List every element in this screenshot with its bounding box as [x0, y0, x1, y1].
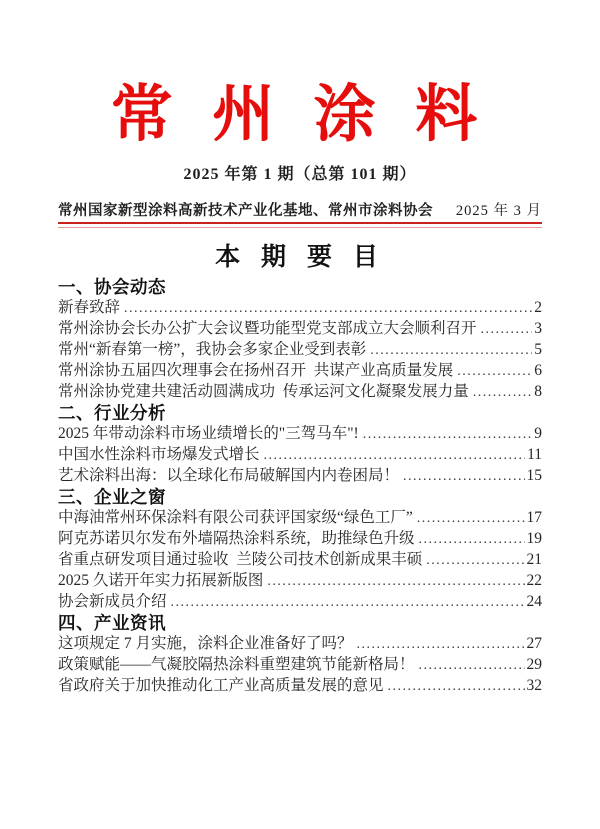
dot-leader — [473, 382, 532, 403]
toc-item-page: 2 — [534, 298, 542, 316]
toc-item-title: 常州涂协会长办公扩大会议暨功能型党支部成立大会顺利召开 — [58, 319, 477, 337]
toc-item-title: 2025 年带动涂料市场业绩增长的"三驾马车"! — [58, 424, 359, 442]
toc-item-page: 22 — [526, 571, 542, 589]
table-of-contents — [58, 277, 542, 697]
newsletter-page — [0, 82, 600, 697]
dot-leader — [403, 466, 524, 487]
dot-leader — [419, 529, 525, 550]
toc-item-page: 24 — [526, 592, 542, 610]
toc-item-title: 2025 久诺开年实力拓展新版图 — [58, 571, 264, 589]
toc-item — [58, 340, 542, 361]
dot-leader — [481, 319, 533, 340]
red-divider — [58, 222, 542, 228]
toc-item — [58, 424, 542, 445]
toc-item-page: 5 — [534, 340, 542, 358]
toc-item-page: 15 — [526, 466, 542, 484]
toc-item-page: 8 — [534, 382, 542, 400]
dot-leader — [426, 550, 524, 571]
toc-item-title: 常州涂协五届四次理事会在扬州召开 共谋产业高质量发展 — [58, 361, 454, 379]
publisher-name: 常州国家新型涂料高新技术产业化基地、常州市涂料协会 — [58, 202, 433, 219]
toc-item-page: 11 — [527, 445, 542, 463]
toc-item — [58, 529, 542, 550]
toc-item — [58, 508, 542, 529]
page-title: 常 州 涂 料 — [110, 81, 490, 149]
dot-leader — [264, 445, 526, 466]
toc-item-title: 常州“新春第一榜”，我协会多家企业受到表彰 — [58, 340, 367, 358]
dot-leader — [363, 424, 533, 445]
toc-item-page: 9 — [534, 424, 542, 442]
toc-item-title: 协会新成员介绍 — [58, 592, 167, 610]
toc-item-page: 6 — [534, 361, 542, 379]
toc-item-page: 32 — [526, 676, 542, 694]
toc-item-title: 这项规定 7 月实施，涂料企业准备好了吗？ — [58, 634, 353, 652]
toc-item-page: 21 — [526, 550, 542, 568]
toc-item — [58, 466, 542, 487]
toc-item — [58, 361, 542, 382]
toc-item — [58, 550, 542, 571]
dot-leader — [171, 592, 525, 613]
toc-item — [58, 382, 542, 403]
issue-date: 2025 年 3 月 — [455, 202, 542, 219]
toc-section-heading: 二、行业分析 — [58, 402, 166, 423]
dot-leader — [417, 508, 525, 529]
publisher-row — [58, 199, 542, 220]
dot-leader — [388, 676, 525, 697]
toc-item-title: 中海油常州环保涂料有限公司获评国家级“绿色工厂” — [58, 508, 413, 526]
toc-item — [58, 298, 542, 319]
toc-item-title: 政策赋能——气凝胶隔热涂料重塑建筑节能新格局！ — [58, 655, 415, 673]
issue-line: 2025 年第 1 期（总第 101 期） — [183, 165, 417, 183]
toc-item-page: 27 — [526, 634, 542, 652]
toc-item-title: 常州涂协党建共建活动圆满成功 传承运河文化凝聚发展力量 — [58, 382, 469, 400]
toc-item — [58, 571, 542, 592]
toc-item — [58, 634, 542, 655]
toc-section-heading: 四、产业资讯 — [58, 612, 166, 633]
dot-leader — [457, 361, 532, 382]
toc-item-page: 3 — [534, 319, 542, 337]
toc-item-title: 阿克苏诺贝尔发布外墙隔热涂料系统，助推绿色升级 — [58, 529, 415, 547]
toc-item-title: 新春致辞 — [58, 298, 121, 316]
toc-item-title: 艺术涂料出海：以全球化布局破解国内内卷困局！ — [58, 466, 400, 484]
toc-item — [58, 592, 542, 613]
dot-leader — [124, 298, 532, 319]
toc-item — [58, 655, 542, 676]
dot-leader — [370, 340, 532, 361]
toc-item — [58, 676, 542, 697]
toc-item-page: 29 — [526, 655, 542, 673]
dot-leader — [267, 571, 524, 592]
toc-item-page: 17 — [526, 508, 542, 526]
toc-item — [58, 445, 542, 466]
toc-item-title: 省重点研发项目通过验收 兰陵公司技术创新成果丰硕 — [58, 550, 423, 568]
toc-section-heading: 一、协会动态 — [58, 276, 166, 297]
toc-heading: 本 期 要 目 — [215, 242, 385, 271]
toc-item-title: 省政府关于加快推动化工产业高质量发展的意见 — [58, 676, 384, 694]
dot-leader — [357, 634, 525, 655]
toc-item-page: 19 — [526, 529, 542, 547]
dot-leader — [419, 655, 525, 676]
toc-section-heading: 三、企业之窗 — [58, 486, 166, 507]
toc-item-title: 中国水性涂料市场爆发式增长 — [58, 445, 260, 463]
toc-item — [58, 319, 542, 340]
